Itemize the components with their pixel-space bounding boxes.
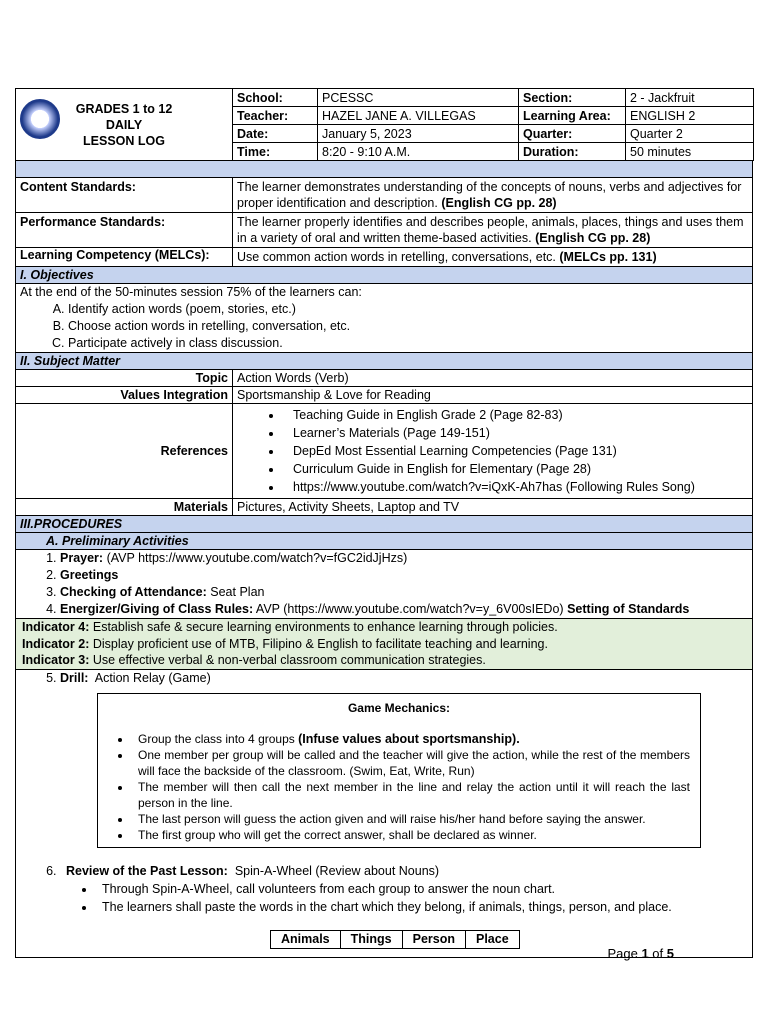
mechanic-item: • The member will then call the next member in the line and relay the action until it will reach the last person in the line. [132, 779, 690, 811]
learning-area-value: ENGLISH 2 [626, 107, 754, 125]
values-label: Values Integration [16, 387, 233, 403]
review-bullet: • Through Spin-A-Wheel, call volunteers from each group to answer the noun chart. [96, 880, 748, 898]
noun-chart-header: Person [402, 930, 465, 948]
drill-list [20, 670, 748, 687]
noun-chart-header: Animals [271, 930, 341, 948]
objective-item: B. Choose action words in retelling, conversation, etc. [68, 318, 748, 335]
indicators-block [15, 618, 753, 670]
review-list [20, 862, 748, 880]
deped-seal-icon [20, 99, 60, 139]
objective-item: A. Identify action words (poem, stories, etc.) [68, 301, 748, 318]
page-total: 5 [666, 946, 674, 961]
content-standards-row [15, 178, 753, 213]
indicator-line [22, 619, 746, 636]
prayer-item [60, 550, 748, 567]
review-bullet: • The learners shall paste the words in the chart which they belong, if animals, things, person, and place. [96, 898, 748, 916]
noun-chart-header: Place [466, 930, 520, 948]
review-bullets [20, 880, 748, 916]
game-mechanics-list [108, 731, 690, 843]
review-value: Spin-A-Wheel (Review about Nouns) [234, 863, 440, 878]
performance-standards-text [233, 213, 752, 247]
mechanic-item: • The first group who will get the correct answer, shall be declared as winner. [132, 827, 690, 843]
review-label: Review of the Past Lesson: [66, 863, 228, 878]
header-title-line: GRADES 1 to 12 [75, 101, 173, 116]
materials-row [15, 499, 753, 516]
mechanic-item: • The last person will guess the action given and will raise his/her hand before saying the answer. [132, 811, 690, 827]
mechanic-first-bold: (Infuse values about sportsmanship). [298, 731, 520, 746]
energizer-label: Energizer/Giving of Class Rules: [60, 602, 254, 616]
indicator-line [22, 636, 746, 653]
attendance-item [60, 584, 748, 601]
references-row [15, 404, 753, 499]
competency-row [15, 248, 753, 267]
game-mechanics-box [97, 693, 701, 848]
competency-ref: (MELCs pp. 131) [559, 250, 657, 264]
quarter-value: Quarter 2 [626, 125, 754, 143]
page-prefix: Page [607, 946, 642, 961]
greetings-label: Greetings [60, 568, 119, 582]
subject-matter-heading: II. Subject Matter [15, 353, 753, 370]
objectives-intro: At the end of the 50-minutes session 75% of the learners can: [20, 285, 362, 299]
objectives-heading: I. Objectives [15, 267, 753, 284]
topic-label: Topic [16, 370, 233, 386]
performance-standards-row [15, 213, 753, 248]
energizer-tail: Setting of Standards [567, 602, 690, 616]
review-item [60, 862, 748, 880]
indicator-text: Use effective verbal & non-verbal classroom communication strategies. [92, 653, 486, 667]
time-label: Time: [233, 143, 318, 161]
performance-standards-body: The learner properly identifies and describes people, animals, places, things and uses them in a variety of oral and written theme-based activities. [237, 215, 744, 245]
energizer-item [60, 601, 748, 618]
performance-standards-label: Performance Standards: [16, 213, 233, 247]
drill-label: Drill: [60, 670, 89, 685]
prayer-value: (AVP https://www.youtube.com/watch?v=fGC2idJjHzs) [106, 551, 408, 565]
competency-label: Learning Competency (MELCs): [16, 248, 233, 266]
page-mid: of [648, 946, 667, 961]
header-title-cell [16, 89, 233, 161]
drill-item [60, 670, 748, 687]
teacher-value: HAZEL JANE A. VILLEGAS [318, 107, 519, 125]
references-label: References [16, 404, 233, 498]
energizer-value: AVP (https://www.youtube.com/watch?v=y_6V00sIEDo) [255, 602, 564, 616]
noun-chart [270, 930, 520, 949]
mechanic-item [132, 731, 690, 747]
content-standards-text [233, 178, 752, 212]
preliminary-list [20, 550, 748, 618]
time-value: 8:20 - 9:10 A.M. [318, 143, 519, 161]
attendance-value: Seat Plan [210, 585, 265, 599]
school-label: School: [233, 89, 318, 107]
duration-value: 50 minutes [626, 143, 754, 161]
quarter-label: Quarter: [519, 125, 626, 143]
content-standards-label: Content Standards: [16, 178, 233, 212]
materials-value: Pictures, Activity Sheets, Laptop and TV [237, 500, 460, 514]
teacher-label: Teacher: [233, 107, 318, 125]
duration-label: Duration: [519, 143, 626, 161]
header-table [15, 88, 754, 161]
noun-chart-header: Things [340, 930, 402, 948]
preliminary-body [15, 550, 753, 618]
topic-value: Action Words (Verb) [237, 371, 349, 385]
references-value [233, 404, 752, 498]
drill-value: Action Relay (Game) [94, 670, 211, 685]
section-value: 2 - Jackfruit [626, 89, 754, 107]
section-label: Section: [519, 89, 626, 107]
content-standards-ref: (English CG pp. 28) [441, 196, 557, 210]
procedures-heading: III.PROCEDURES [15, 516, 753, 533]
page-number [607, 946, 674, 961]
indicator-text: Display proficient use of MTB, Filipino & English to facilitate teaching and learning. [92, 636, 548, 651]
page-current: 1 [641, 946, 649, 961]
date-value: January 5, 2023 [318, 125, 519, 143]
reference-item: • Teaching Guide in English Grade 2 (Page 82-83) [283, 406, 748, 424]
game-mechanics-title: Game Mechanics: [347, 700, 451, 715]
prayer-label: Prayer: [60, 551, 104, 565]
greetings-item [60, 567, 748, 584]
attendance-label: Checking of Attendance: [60, 585, 207, 599]
header-title-line: LESSON LOG [83, 133, 165, 148]
mechanic-item: • One member per group will be called and the teacher will give the action, while the rest of the members will face the backside of the classroom. (Swim, Eat, Write, Run) [132, 747, 690, 779]
values-value: Sportsmanship & Love for Reading [237, 388, 431, 402]
preliminary-heading: A. Preliminary Activities [15, 533, 753, 550]
values-row [15, 387, 753, 404]
objective-item: C. Participate actively in class discussion. [68, 335, 748, 352]
objectives-list [20, 301, 748, 352]
indicator-label: Indicator 4: [22, 620, 90, 634]
content-standards-body: The learner demonstrates understanding of the concepts of nouns, verbs and adjectives for proper identification and description. [237, 180, 742, 210]
references-list [237, 406, 748, 496]
competency-body: Use common action words in retelling, conversations, etc. [237, 250, 556, 264]
indicator-label: Indicator 3: [22, 653, 90, 667]
mechanic-first-text: Group the class into 4 groups [138, 731, 295, 746]
indicator-text: Establish safe & secure learning environments to enhance learning through policies. [92, 620, 558, 634]
indicator-line [22, 652, 746, 669]
learning-area-label: Learning Area: [519, 107, 626, 125]
header-title-line: DAILY [105, 117, 143, 132]
separator-band [15, 161, 753, 178]
performance-standards-ref: (English CG pp. 28) [535, 231, 651, 245]
reference-item: • Learner’s Materials (Page 149-151) [283, 424, 748, 442]
competency-text [233, 248, 752, 266]
reference-item: • https://www.youtube.com/watch?v=iQxK-Ah7has (Following Rules Song) [283, 478, 748, 496]
date-label: Date: [233, 125, 318, 143]
review-block [20, 862, 748, 949]
reference-item: • Curriculum Guide in English for Elementary (Page 28) [283, 460, 748, 478]
indicator-label: Indicator 2: [22, 636, 90, 651]
drill-block [15, 670, 753, 958]
objectives-body [15, 284, 753, 353]
materials-label: Materials [16, 499, 233, 515]
school-value: PCESSC [318, 89, 519, 107]
reference-item: • DepEd Most Essential Learning Competencies (Page 131) [283, 442, 748, 460]
lesson-log-sheet [15, 88, 753, 958]
topic-row [15, 370, 753, 387]
